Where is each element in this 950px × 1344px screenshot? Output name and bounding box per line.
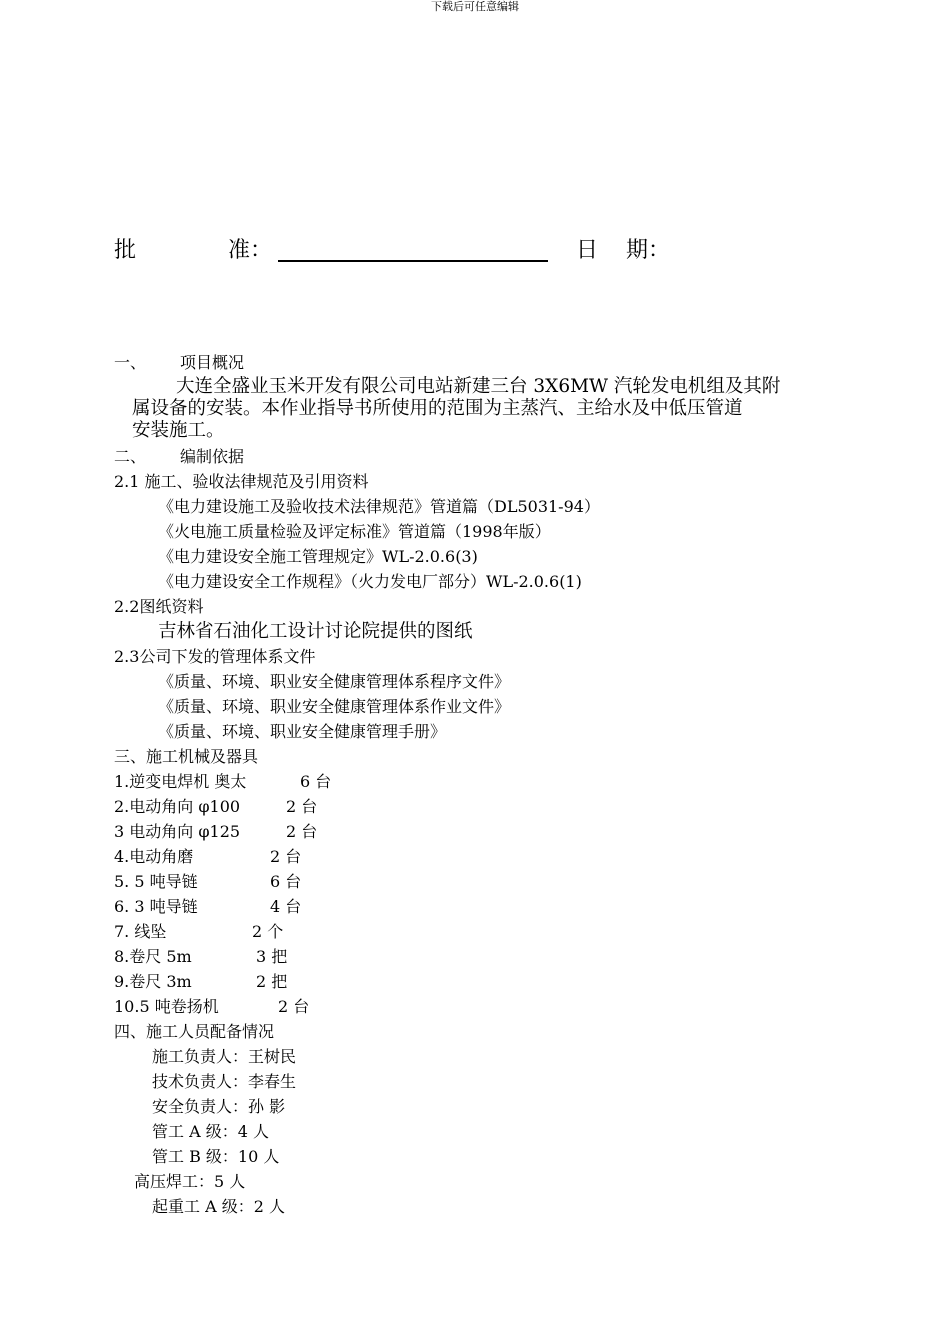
equipment-name: 5. 5 吨导链 bbox=[114, 872, 198, 891]
equipment-qty: 6 台 bbox=[300, 772, 332, 791]
section-1-paragraph bbox=[114, 376, 894, 442]
staff-item: 技术负责人：李春生 bbox=[152, 1072, 297, 1091]
equipment-item bbox=[114, 919, 894, 944]
equipment-qty: 2 台 bbox=[286, 822, 318, 841]
equipment-name: 3 电动角向 φ125 bbox=[114, 822, 241, 841]
equipment-qty: 3 把 bbox=[256, 947, 288, 966]
equipment-item bbox=[114, 844, 894, 869]
paragraph-line: 大连全盛业玉米开发有限公司电站新建三台 3X6MW 汽轮发电机组及其附 bbox=[176, 376, 781, 397]
paragraph-line: 安装施工。 bbox=[132, 420, 225, 441]
equipment-name: 1.逆变电焊机 奥太 bbox=[114, 772, 247, 791]
equipment-qty: 2 台 bbox=[278, 997, 310, 1016]
management-doc-item: 《质量、环境、职业安全健康管理体系程序文件》 bbox=[158, 672, 511, 691]
equipment-name: 7. 线坠 bbox=[114, 922, 167, 941]
section-2-number: 二、 bbox=[114, 447, 147, 466]
equipment-name: 4.电动角磨 bbox=[114, 847, 194, 866]
section-1-title: 项目概况 bbox=[180, 353, 245, 372]
equipment-name: 8.卷尺 5m bbox=[114, 947, 192, 966]
page-header: 下载后可任意编辑 bbox=[431, 0, 519, 13]
approval-label-pi: 批 bbox=[114, 238, 137, 263]
staff-item: 管工 B 级：10 人 bbox=[152, 1147, 280, 1166]
reference-item: 《电力建设安全工作规程》（火力发电厂部分）WL-2.0.6(1) bbox=[158, 572, 582, 591]
subsection-2-2: 2.2图纸资料 bbox=[114, 597, 204, 616]
section-2-heading bbox=[114, 444, 894, 469]
equipment-item bbox=[114, 969, 894, 994]
approval-label-zhun: 准： bbox=[228, 238, 273, 263]
date-label-ri: 日 bbox=[576, 238, 599, 263]
section-1-heading bbox=[114, 350, 894, 375]
equipment-name: 2.电动角向 φ100 bbox=[114, 797, 241, 816]
equipment-name: 10.5 吨卷扬机 bbox=[114, 997, 219, 1016]
equipment-qty: 2 个 bbox=[252, 922, 284, 941]
reference-item: 《电力建设施工及验收技术法律规范》管道篇（DL5031-94） bbox=[158, 497, 600, 516]
equipment-name: 6. 3 吨导链 bbox=[114, 897, 198, 916]
management-doc-item: 《质量、环境、职业安全健康管理体系作业文件》 bbox=[158, 697, 511, 716]
section-1-number: 一、 bbox=[114, 353, 147, 372]
reference-item: 《电力建设安全施工管理规定》WL-2.0.6(3) bbox=[158, 547, 478, 566]
subsection-2-1: 2.1 施工、验收法律规范及引用资料 bbox=[114, 472, 369, 491]
staff-item: 施工负责人：王树民 bbox=[152, 1047, 297, 1066]
equipment-item bbox=[114, 794, 894, 819]
signature-line bbox=[278, 260, 548, 262]
subsection-2-3: 2.3公司下发的管理体系文件 bbox=[114, 647, 316, 666]
equipment-name: 9.卷尺 3m bbox=[114, 972, 192, 991]
section-4-heading: 四、施工人员配备情况 bbox=[114, 1022, 275, 1041]
equipment-qty: 6 台 bbox=[270, 872, 302, 891]
equipment-qty: 2 台 bbox=[286, 797, 318, 816]
staff-item: 高压焊工：5 人 bbox=[134, 1172, 246, 1191]
reference-item: 《火电施工质量检验及评定标准》管道篇（1998年版） bbox=[158, 522, 551, 541]
equipment-item bbox=[114, 994, 894, 1019]
equipment-qty: 4 台 bbox=[270, 897, 302, 916]
management-doc-item: 《质量、环境、职业安全健康管理手册》 bbox=[158, 722, 447, 741]
staff-item: 起重工 A 级：2 人 bbox=[152, 1197, 285, 1216]
equipment-item bbox=[114, 869, 894, 894]
document-body bbox=[114, 350, 894, 1219]
section-2-title: 编制依据 bbox=[180, 447, 245, 466]
equipment-item bbox=[114, 769, 894, 794]
equipment-item bbox=[114, 944, 894, 969]
section-3-heading: 三、施工机械及器具 bbox=[114, 747, 259, 766]
staff-item: 安全负责人：孙 影 bbox=[152, 1097, 286, 1116]
equipment-qty: 2 把 bbox=[256, 972, 288, 991]
date-label-qi: 期： bbox=[626, 238, 671, 263]
equipment-item bbox=[114, 819, 894, 844]
equipment-qty: 2 台 bbox=[270, 847, 302, 866]
paragraph-line: 属设备的安装。本作业指导书所使用的范围为主蒸汽、主给水及中低压管道 bbox=[132, 398, 743, 419]
staff-item: 管工 A 级：4 人 bbox=[152, 1122, 269, 1141]
drawing-source: 吉林省石油化工设计讨论院提供的图纸 bbox=[158, 621, 473, 642]
equipment-item bbox=[114, 894, 894, 919]
